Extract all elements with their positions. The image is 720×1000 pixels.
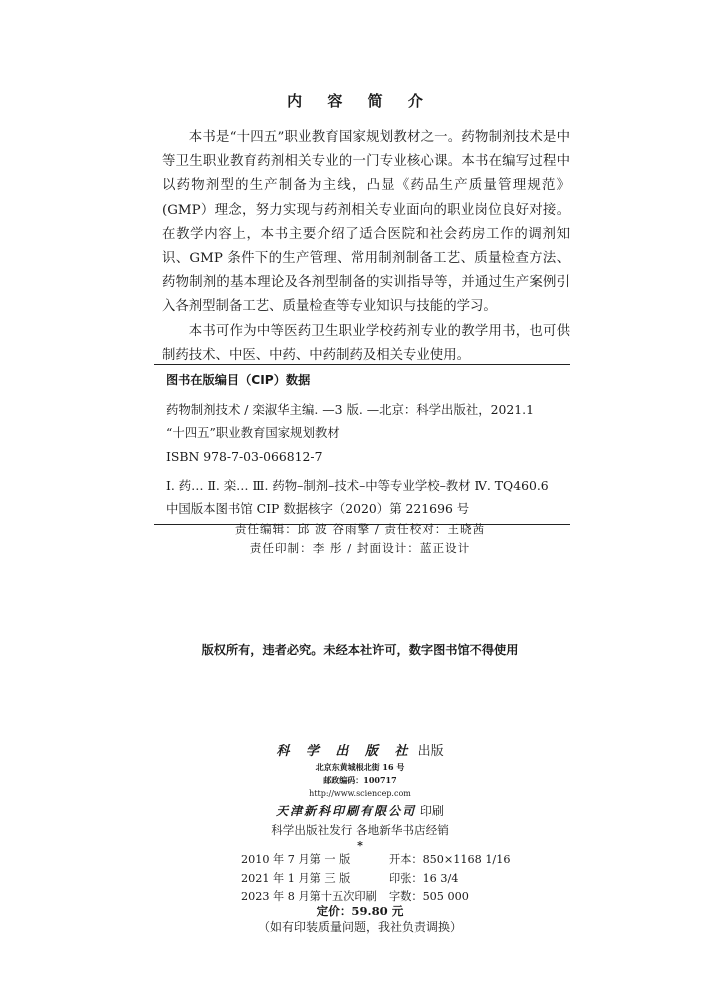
quality-note: （如有印装质量问题，我社负责调换） [257,920,462,934]
edition-date-3: 2023 年 8 月第十五次印刷 [241,890,377,904]
separator-star: * [357,839,363,852]
publisher-row [0,743,720,761]
printer-suffix: 印刷 [419,804,444,818]
publisher-postcode: 邮政编码：100717 [323,775,397,785]
edition-spec-2: 印张：16 3/4 [389,871,459,885]
printer-name: 天津新科印刷有限公司 [276,804,417,818]
editors-credits [0,520,720,558]
cip-line-series: “十四五”职业教育国家规划教材 [166,425,340,441]
cip-data-block [154,364,570,525]
edition-info [241,851,511,907]
edition-spec-1: 开本：850×1168 1/16 [389,853,511,866]
edition-row [241,870,501,889]
printer-row [0,802,720,820]
publisher-url: http://www.sciencep.com [309,789,411,798]
publisher-address: 北京东黄城根北街 16 号 [315,762,405,772]
publisher-name: 科 学 出 版 社 [276,744,414,759]
price: 定价：59.80 元 [316,904,404,918]
summary-paragraph-2: 本书可作为中等医药卫生职业学校药剂专业的教学用书，也可供制药技术、中医、中药、中药制药及相关专业使用。 [162,323,570,363]
cip-line-record-number: 中国版本图书馆 CIP 数据核字（2020）第 221696 号 [166,501,470,517]
edition-row [241,851,511,870]
cip-line-title: 药物制剂技术 / 栾淑华主编. —3 版. —北京：科学出版社，2021.1 [166,402,534,417]
edition-spec-3: 字数：505 000 [389,890,469,904]
page-title: 内 容 简 介 [287,92,433,110]
editors-line-2: 责任印制：李 彤 / 封面设计：蓝正设计 [249,541,471,555]
publisher-suffix: 出版 [417,744,444,759]
imprint-block [0,743,720,853]
cip-heading: 图书在版编目（CIP）数据 [166,373,311,387]
cip-line-isbn: ISBN 978-7-03-066812-7 [166,448,323,464]
cip-line-classification: Ⅰ. 药… Ⅱ. 栾… Ⅲ. 药物–制剂–技术–中等专业学校–教材 Ⅳ. TQ460.6 [166,477,549,493]
summary-section [162,126,570,368]
copyright-notice: 版权所有，违者必究。未经本社许可，数字图书馆不得使用 [201,643,519,657]
edition-date-2: 2021 年 1 月第 三 版 [241,871,351,885]
editors-line-1: 责任编辑：邱 波 谷雨擎 / 责任校对：王晓茜 [234,522,486,536]
distribution-line: 科学出版社发行 各地新华书店经销 [271,823,449,837]
edition-date-1: 2010 年 7 月第 一 版 [241,853,351,866]
summary-paragraph-1: 本书是“十四五”职业教育国家规划教材之一。药物制剂技术是中等卫生职业教育药剂相关专业的一门专业核心课。本书在编写过程中以药物剂型的生产制备为主线，凸显《药品生产质量管理规范》(GMP）理念，努力实现与药剂相关专业面向的职业岗位良好对接。在教学内容上，本书主要介绍了适合医院和社会药房工作的调剂知识、GMP 条件下的生产管理、常用制剂制备工艺、质量检查方法、药物制剂的基本理论及各剂型制备的实训指导等，并通过生产案例引入各剂型制备工艺、质量检查等专业知识与技能的学习。 [162,130,570,315]
